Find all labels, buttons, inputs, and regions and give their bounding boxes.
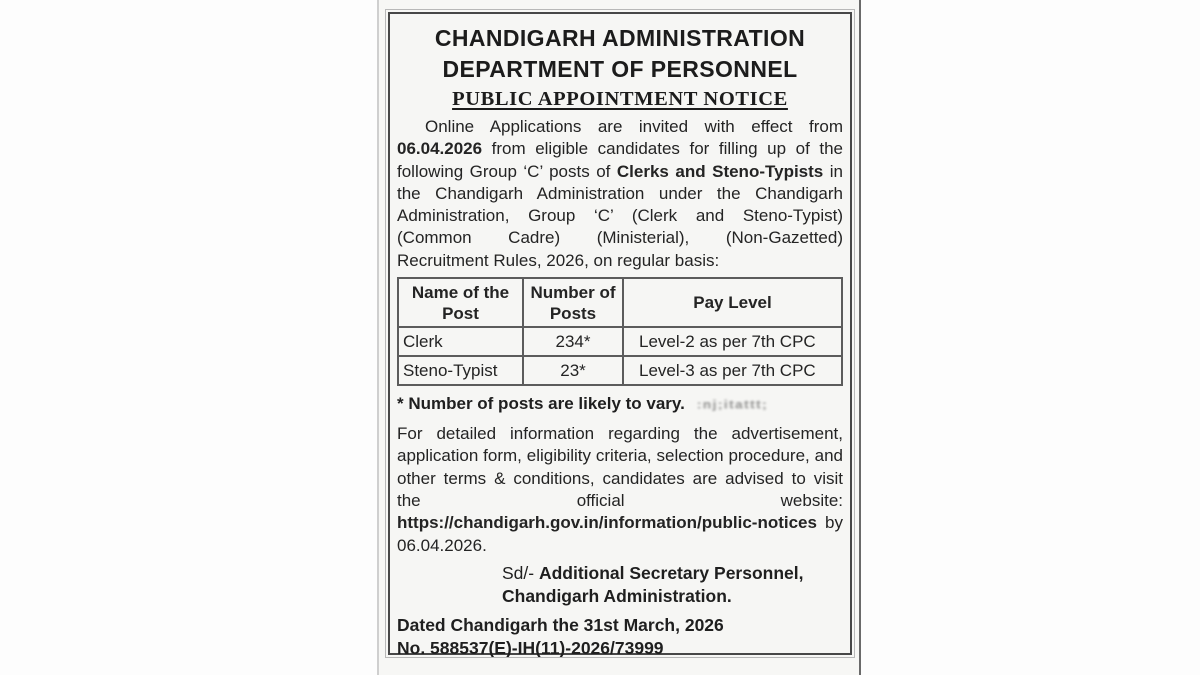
illegible-watermark: :nj;itattt; — [696, 397, 769, 412]
intro-text-b: from eligible candidates for filling up of the following Group ‘C’ posts of — [397, 139, 843, 181]
cell-post-count: 234* — [523, 327, 623, 356]
table-header-count: Number of Posts — [523, 278, 623, 327]
signatory-title: Additional Secretary Personnel, — [538, 562, 804, 583]
signature-line1 — [502, 562, 843, 586]
details-text-b: by 06.04.2026. — [397, 513, 843, 555]
signature-block — [502, 562, 843, 609]
notice-border-box — [388, 12, 852, 658]
scanned-notice-image — [377, 0, 861, 675]
effective-date: 06.04.2026 — [397, 139, 483, 159]
cell-post-name: Clerk — [398, 327, 523, 356]
intro-text-a: Online Applications are invited with effect from — [425, 117, 843, 136]
footnote-text: * Number of posts are likely to vary. — [397, 394, 685, 414]
details-text-a: For detailed information regarding the advertisement, application form, eligibility criteria, selection procedure, and other terms & conditions, candidates are advised to visit the official website: — [397, 424, 843, 510]
details-paragraph — [397, 423, 843, 557]
post-names-bold: Clerks and Steno-Typists — [616, 161, 824, 181]
intro-text-c: in the Chandigarh Administration under the Chandigarh Administration, Group ‘C’ (Clerk and Steno-Typist) (Common Cadre) (Ministerial), (Non-Gazetted) Recruitment Rules, 2026, on regular basis: — [397, 161, 843, 270]
cell-post-count: 23* — [523, 356, 623, 385]
reference-number: No. 588537(E)-IH(11)-2026/73999 — [397, 637, 664, 658]
posts-table — [397, 277, 843, 386]
sd-prefix: Sd/- — [502, 562, 539, 583]
table-header-row — [398, 278, 842, 327]
notice-title-line1: CHANDIGARH ADMINISTRATION — [434, 25, 806, 51]
dated-line: Dated Chandigarh the 31st March, 2026 — [397, 614, 724, 635]
cell-pay-level: Level-3 as per 7th CPC — [623, 356, 842, 385]
table-header-post: Name of the Post — [398, 278, 523, 327]
cell-post-name: Steno-Typist — [398, 356, 523, 385]
notice-title-line2: DEPARTMENT OF PERSONNEL — [442, 56, 798, 82]
table-row — [398, 356, 842, 385]
posts-vary-footnote — [397, 393, 843, 415]
signature-line2: Chandigarh Administration. — [502, 586, 732, 607]
official-website-url: https://chandigarh.gov.in/information/public-notices — [397, 513, 817, 533]
intro-paragraph — [397, 116, 843, 272]
public-appointment-notice-heading — [397, 87, 843, 111]
table-header-pay: Pay Level — [623, 278, 842, 327]
heading-underlined-text: PUBLIC APPOINTMENT NOTICE — [452, 88, 788, 110]
table-row — [398, 327, 842, 356]
cell-pay-level: Level-2 as per 7th CPC — [623, 327, 842, 356]
